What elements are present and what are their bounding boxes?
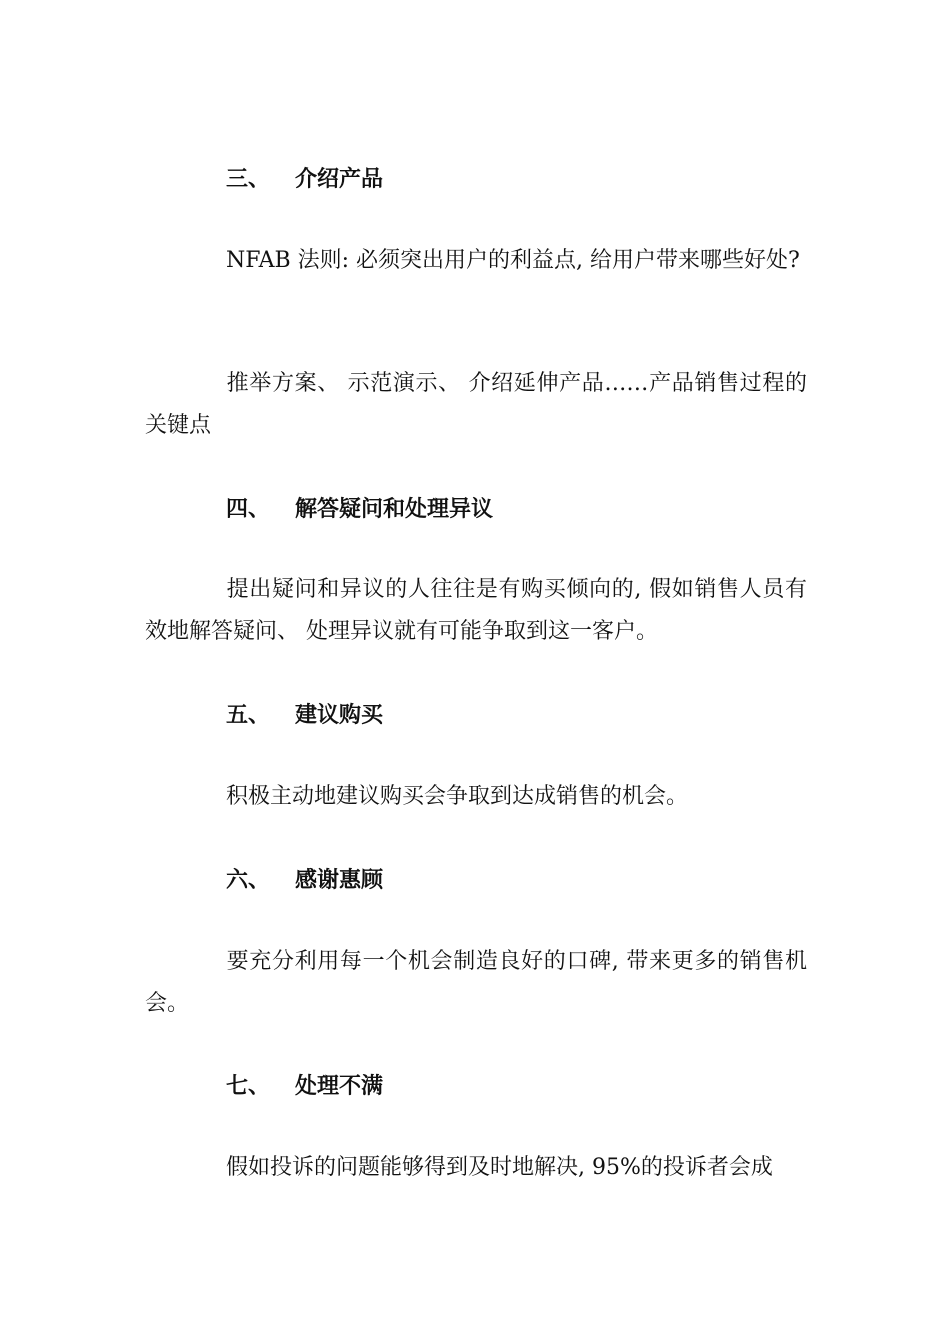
section-number: 五、 bbox=[226, 702, 271, 728]
section-title: 感谢惠顾 bbox=[295, 867, 384, 893]
paragraph: 积极主动地建议购买会争取到达成销售的机会。 bbox=[226, 784, 689, 809]
section-heading-4 bbox=[226, 494, 493, 524]
section-heading-3 bbox=[226, 164, 383, 194]
section-number: 六、 bbox=[226, 867, 271, 893]
section-title: 处理不满 bbox=[295, 1073, 384, 1099]
paragraph: NFAB 法则: 必须突出用户的利益点, 给用户带来哪些好处? bbox=[226, 248, 800, 273]
section-number: 四、 bbox=[226, 496, 271, 522]
section-number: 七、 bbox=[226, 1073, 271, 1099]
section-heading-7 bbox=[226, 1071, 383, 1101]
section-title: 介绍产品 bbox=[295, 166, 384, 192]
paragraph: 推举方案、 示范演示、 介绍延伸产品……产品销售过程的关键点 bbox=[145, 371, 807, 438]
paragraph: 假如投诉的问题能够得到及时地解决, 95%的投诉者会成 bbox=[226, 1155, 773, 1180]
section-heading-5 bbox=[226, 700, 383, 730]
paragraph: 要充分利用每一个机会制造良好的口碑, 带来更多的销售机会。 bbox=[145, 949, 807, 1016]
section-title: 建议购买 bbox=[295, 702, 384, 728]
section-number: 三、 bbox=[226, 166, 271, 192]
paragraph: 提出疑问和异议的人往往是有购买倾向的, 假如销售人员有效地解答疑问、 处理异议就有可能争取到这一客户。 bbox=[145, 577, 807, 644]
section-title: 解答疑问和处理异议 bbox=[295, 496, 494, 522]
section-heading-6 bbox=[226, 865, 383, 895]
